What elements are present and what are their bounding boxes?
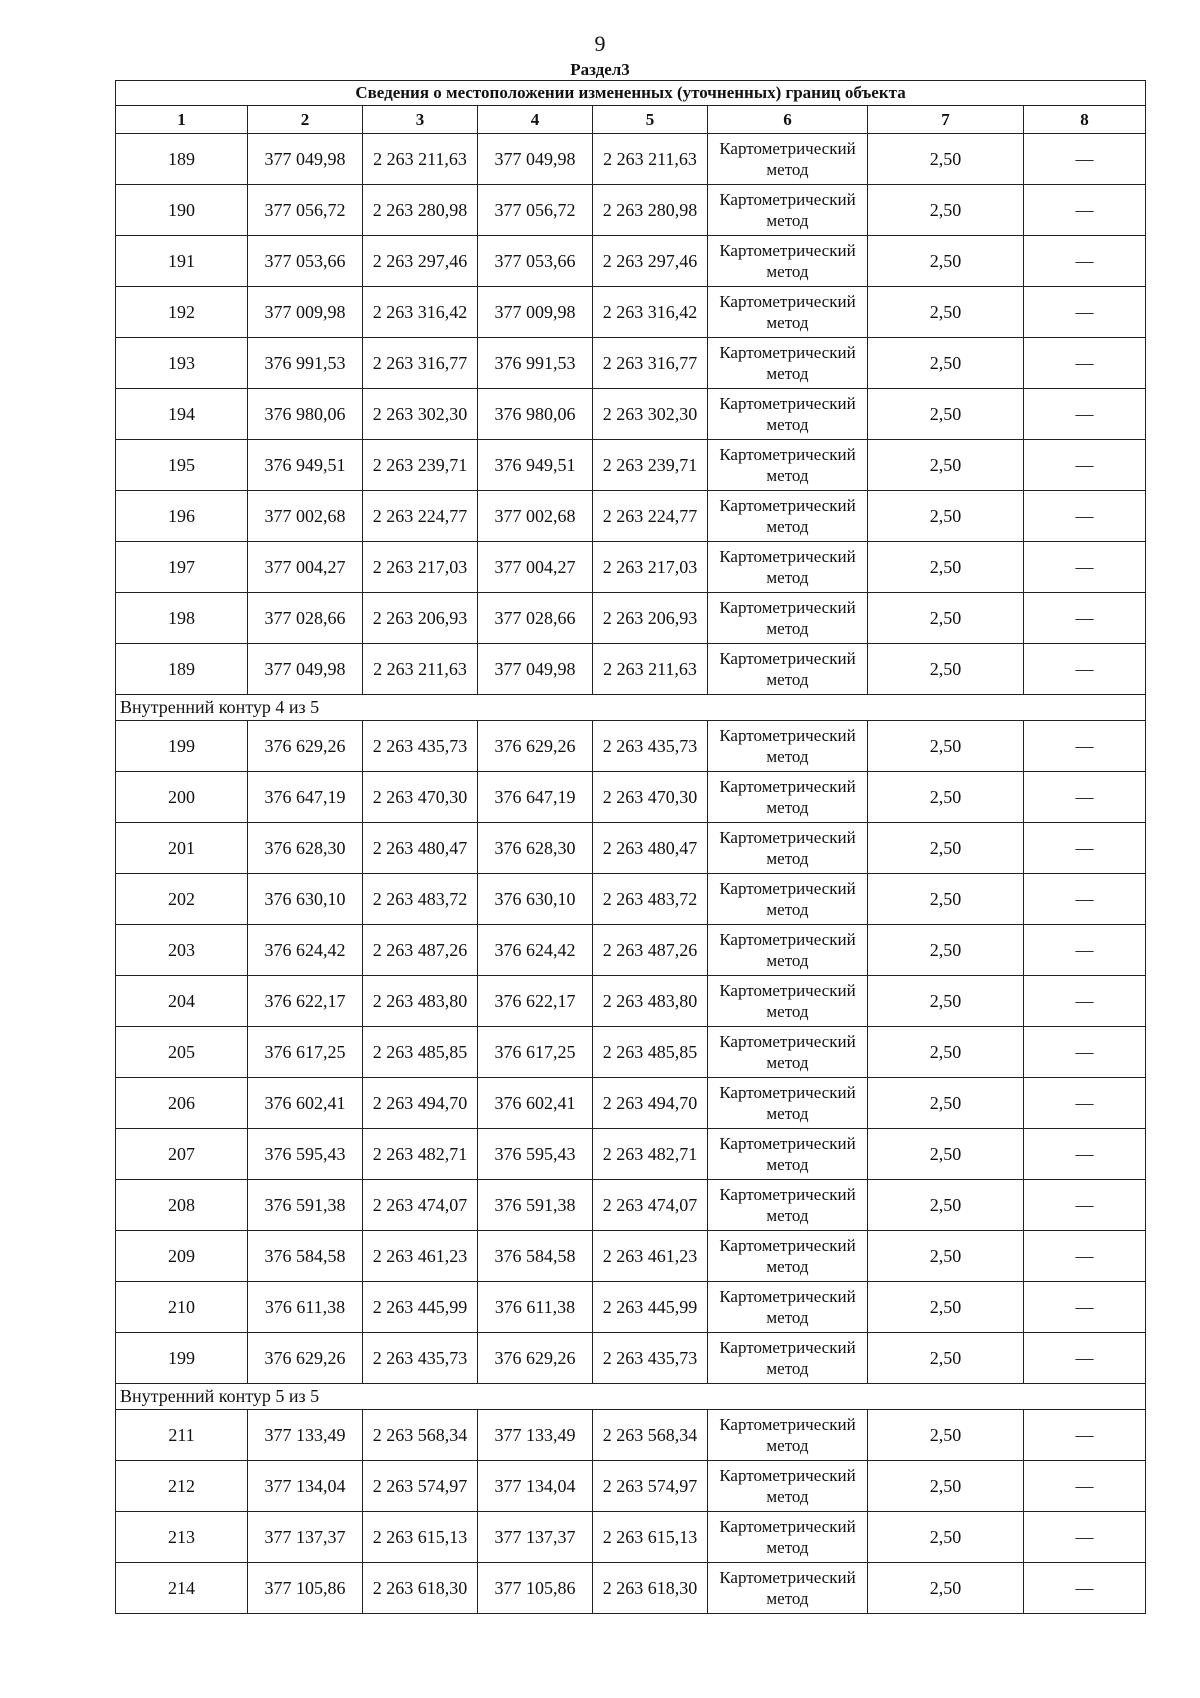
accuracy-cell: 2,50	[868, 721, 1024, 772]
point-number-cell: 205	[116, 1027, 248, 1078]
description-cell: —	[1024, 644, 1146, 695]
description-cell: —	[1024, 874, 1146, 925]
accuracy-cell: 2,50	[868, 185, 1024, 236]
existing-y-cell: 2 263 211,63	[363, 644, 478, 695]
coordinates-table	[115, 80, 1146, 1614]
accuracy-cell: 2,50	[868, 1333, 1024, 1384]
existing-y-cell: 2 263 316,77	[363, 338, 478, 389]
table-row	[116, 1078, 1146, 1129]
refined-x-cell: 376 630,10	[478, 874, 593, 925]
refined-y-cell: 2 263 483,72	[593, 874, 708, 925]
existing-x-cell: 376 602,41	[248, 1078, 363, 1129]
table-row	[116, 1231, 1146, 1282]
existing-y-cell: 2 263 483,72	[363, 874, 478, 925]
existing-x-cell: 377 049,98	[248, 644, 363, 695]
refined-y-cell: 2 263 470,30	[593, 772, 708, 823]
refined-x-cell: 377 133,49	[478, 1410, 593, 1461]
refined-x-cell: 377 004,27	[478, 542, 593, 593]
point-number-cell: 206	[116, 1078, 248, 1129]
method-cell: Картометрический метод	[708, 1129, 868, 1180]
existing-x-cell: 376 949,51	[248, 440, 363, 491]
refined-y-cell: 2 263 316,77	[593, 338, 708, 389]
refined-x-cell: 376 991,53	[478, 338, 593, 389]
method-cell: Картометрический метод	[708, 287, 868, 338]
accuracy-cell: 2,50	[868, 389, 1024, 440]
description-cell: —	[1024, 721, 1146, 772]
method-cell: Картометрический метод	[708, 134, 868, 185]
existing-x-cell: 377 133,49	[248, 1410, 363, 1461]
description-cell: —	[1024, 823, 1146, 874]
refined-x-cell: 377 134,04	[478, 1461, 593, 1512]
table-row	[116, 644, 1146, 695]
refined-x-cell: 377 056,72	[478, 185, 593, 236]
existing-x-cell: 377 002,68	[248, 491, 363, 542]
existing-y-cell: 2 263 494,70	[363, 1078, 478, 1129]
existing-y-cell: 2 263 485,85	[363, 1027, 478, 1078]
accuracy-cell: 2,50	[868, 593, 1024, 644]
refined-y-cell: 2 263 435,73	[593, 1333, 708, 1384]
table-row	[116, 185, 1146, 236]
table-row	[116, 874, 1146, 925]
existing-x-cell: 376 617,25	[248, 1027, 363, 1078]
table-row	[116, 1461, 1146, 1512]
point-number-cell: 191	[116, 236, 248, 287]
method-cell: Картометрический метод	[708, 491, 868, 542]
method-cell: Картометрический метод	[708, 1563, 868, 1614]
existing-x-cell: 376 622,17	[248, 976, 363, 1027]
refined-y-cell: 2 263 615,13	[593, 1512, 708, 1563]
table-row	[116, 389, 1146, 440]
method-cell: Картометрический метод	[708, 593, 868, 644]
method-cell: Картометрический метод	[708, 1282, 868, 1333]
description-cell: —	[1024, 772, 1146, 823]
description-cell: —	[1024, 134, 1146, 185]
point-number-cell: 196	[116, 491, 248, 542]
existing-x-cell: 376 591,38	[248, 1180, 363, 1231]
description-cell: —	[1024, 1461, 1146, 1512]
table-row	[116, 976, 1146, 1027]
description-cell: —	[1024, 1231, 1146, 1282]
accuracy-cell: 2,50	[868, 1129, 1024, 1180]
description-cell: —	[1024, 185, 1146, 236]
refined-x-cell: 377 002,68	[478, 491, 593, 542]
point-number-cell: 193	[116, 338, 248, 389]
accuracy-cell: 2,50	[868, 338, 1024, 389]
accuracy-cell: 2,50	[868, 542, 1024, 593]
accuracy-cell: 2,50	[868, 1180, 1024, 1231]
accuracy-cell: 2,50	[868, 1231, 1024, 1282]
method-cell: Картометрический метод	[708, 389, 868, 440]
contour-label: Внутренний контур 5 из 5	[116, 1384, 1146, 1410]
column-number-5: 5	[593, 106, 708, 134]
accuracy-cell: 2,50	[868, 236, 1024, 287]
accuracy-cell: 2,50	[868, 491, 1024, 542]
contour-header-row	[116, 1384, 1146, 1410]
page-number: 9	[594, 31, 606, 56]
column-number-7: 7	[868, 106, 1024, 134]
method-cell: Картометрический метод	[708, 236, 868, 287]
column-number-6: 6	[708, 106, 868, 134]
existing-x-cell: 376 611,38	[248, 1282, 363, 1333]
existing-x-cell: 376 584,58	[248, 1231, 363, 1282]
refined-y-cell: 2 263 206,93	[593, 593, 708, 644]
point-number-cell: 211	[116, 1410, 248, 1461]
method-cell: Картометрический метод	[708, 1180, 868, 1231]
point-number-cell: 195	[116, 440, 248, 491]
existing-y-cell: 2 263 474,07	[363, 1180, 478, 1231]
refined-x-cell: 377 049,98	[478, 644, 593, 695]
refined-y-cell: 2 263 494,70	[593, 1078, 708, 1129]
table-row	[116, 772, 1146, 823]
point-number-cell: 203	[116, 925, 248, 976]
accuracy-cell: 2,50	[868, 287, 1024, 338]
existing-y-cell: 2 263 615,13	[363, 1512, 478, 1563]
refined-y-cell: 2 263 217,03	[593, 542, 708, 593]
refined-y-cell: 2 263 435,73	[593, 721, 708, 772]
refined-x-cell: 376 628,30	[478, 823, 593, 874]
existing-y-cell: 2 263 435,73	[363, 1333, 478, 1384]
refined-x-cell: 376 980,06	[478, 389, 593, 440]
point-number-cell: 204	[116, 976, 248, 1027]
description-cell: —	[1024, 491, 1146, 542]
method-cell: Картометрический метод	[708, 1410, 868, 1461]
description-cell: —	[1024, 1512, 1146, 1563]
method-cell: Картометрический метод	[708, 772, 868, 823]
refined-x-cell: 376 602,41	[478, 1078, 593, 1129]
description-cell: —	[1024, 976, 1146, 1027]
existing-y-cell: 2 263 206,93	[363, 593, 478, 644]
existing-y-cell: 2 263 482,71	[363, 1129, 478, 1180]
existing-y-cell: 2 263 470,30	[363, 772, 478, 823]
refined-y-cell: 2 263 316,42	[593, 287, 708, 338]
refined-x-cell: 376 591,38	[478, 1180, 593, 1231]
existing-y-cell: 2 263 568,34	[363, 1410, 478, 1461]
refined-x-cell: 377 009,98	[478, 287, 593, 338]
table-row	[116, 134, 1146, 185]
existing-y-cell: 2 263 316,42	[363, 287, 478, 338]
accuracy-cell: 2,50	[868, 134, 1024, 185]
existing-y-cell: 2 263 483,80	[363, 976, 478, 1027]
column-number-4: 4	[478, 106, 593, 134]
accuracy-cell: 2,50	[868, 1282, 1024, 1333]
point-number-cell: 194	[116, 389, 248, 440]
method-cell: Картометрический метод	[708, 1512, 868, 1563]
description-cell: —	[1024, 542, 1146, 593]
point-number-cell: 201	[116, 823, 248, 874]
table-row	[116, 925, 1146, 976]
refined-y-cell: 2 263 280,98	[593, 185, 708, 236]
existing-y-cell: 2 263 574,97	[363, 1461, 478, 1512]
point-number-cell: 212	[116, 1461, 248, 1512]
existing-x-cell: 377 028,66	[248, 593, 363, 644]
existing-x-cell: 377 049,98	[248, 134, 363, 185]
accuracy-cell: 2,50	[868, 1410, 1024, 1461]
accuracy-cell: 2,50	[868, 772, 1024, 823]
table-row	[116, 1129, 1146, 1180]
refined-x-cell: 376 624,42	[478, 925, 593, 976]
existing-y-cell: 2 263 480,47	[363, 823, 478, 874]
accuracy-cell: 2,50	[868, 1461, 1024, 1512]
refined-y-cell: 2 263 211,63	[593, 134, 708, 185]
refined-y-cell: 2 263 461,23	[593, 1231, 708, 1282]
method-cell: Картометрический метод	[708, 1461, 868, 1512]
description-cell: —	[1024, 389, 1146, 440]
refined-y-cell: 2 263 485,85	[593, 1027, 708, 1078]
refined-x-cell: 376 629,26	[478, 1333, 593, 1384]
accuracy-cell: 2,50	[868, 1563, 1024, 1614]
method-cell: Картометрический метод	[708, 644, 868, 695]
table-row	[116, 542, 1146, 593]
method-cell: Картометрический метод	[708, 1078, 868, 1129]
accuracy-cell: 2,50	[868, 823, 1024, 874]
existing-x-cell: 376 629,26	[248, 721, 363, 772]
point-number-cell: 208	[116, 1180, 248, 1231]
refined-x-cell: 376 584,58	[478, 1231, 593, 1282]
method-cell: Картометрический метод	[708, 721, 868, 772]
existing-y-cell: 2 263 302,30	[363, 389, 478, 440]
method-cell: Картометрический метод	[708, 1333, 868, 1384]
table-row	[116, 1563, 1146, 1614]
existing-x-cell: 377 134,04	[248, 1461, 363, 1512]
refined-x-cell: 376 622,17	[478, 976, 593, 1027]
accuracy-cell: 2,50	[868, 1027, 1024, 1078]
point-number-cell: 199	[116, 721, 248, 772]
accuracy-cell: 2,50	[868, 1512, 1024, 1563]
table-row	[116, 1410, 1146, 1461]
existing-x-cell: 376 980,06	[248, 389, 363, 440]
refined-x-cell: 376 617,25	[478, 1027, 593, 1078]
existing-x-cell: 376 624,42	[248, 925, 363, 976]
existing-x-cell: 376 991,53	[248, 338, 363, 389]
existing-y-cell: 2 263 280,98	[363, 185, 478, 236]
existing-y-cell: 2 263 435,73	[363, 721, 478, 772]
point-number-cell: 190	[116, 185, 248, 236]
table-row	[116, 1512, 1146, 1563]
table-row	[116, 1282, 1146, 1333]
description-cell: —	[1024, 1410, 1146, 1461]
point-number-cell: 209	[116, 1231, 248, 1282]
point-number-cell: 202	[116, 874, 248, 925]
table-row	[116, 1333, 1146, 1384]
point-number-cell: 189	[116, 644, 248, 695]
description-cell: —	[1024, 236, 1146, 287]
refined-x-cell: 376 611,38	[478, 1282, 593, 1333]
existing-x-cell: 376 595,43	[248, 1129, 363, 1180]
method-cell: Картометрический метод	[708, 542, 868, 593]
refined-y-cell: 2 263 302,30	[593, 389, 708, 440]
table-row	[116, 236, 1146, 287]
existing-x-cell: 376 630,10	[248, 874, 363, 925]
table-title: Сведения о местоположении измененных (уточненных) границ объекта	[116, 81, 1146, 106]
point-number-cell: 198	[116, 593, 248, 644]
contour-header-row	[116, 695, 1146, 721]
refined-y-cell: 2 263 482,71	[593, 1129, 708, 1180]
existing-y-cell: 2 263 239,71	[363, 440, 478, 491]
refined-y-cell: 2 263 487,26	[593, 925, 708, 976]
refined-y-cell: 2 263 618,30	[593, 1563, 708, 1614]
refined-x-cell: 376 949,51	[478, 440, 593, 491]
point-number-cell: 210	[116, 1282, 248, 1333]
column-number-3: 3	[363, 106, 478, 134]
refined-y-cell: 2 263 224,77	[593, 491, 708, 542]
table-row	[116, 721, 1146, 772]
method-cell: Картометрический метод	[708, 976, 868, 1027]
point-number-cell: 197	[116, 542, 248, 593]
refined-x-cell: 376 595,43	[478, 1129, 593, 1180]
description-cell: —	[1024, 1078, 1146, 1129]
existing-y-cell: 2 263 224,77	[363, 491, 478, 542]
method-cell: Картометрический метод	[708, 1231, 868, 1282]
method-cell: Картометрический метод	[708, 185, 868, 236]
method-cell: Картометрический метод	[708, 440, 868, 491]
existing-y-cell: 2 263 445,99	[363, 1282, 478, 1333]
accuracy-cell: 2,50	[868, 1078, 1024, 1129]
description-cell: —	[1024, 1563, 1146, 1614]
existing-x-cell: 377 053,66	[248, 236, 363, 287]
existing-x-cell: 377 004,27	[248, 542, 363, 593]
accuracy-cell: 2,50	[868, 874, 1024, 925]
refined-y-cell: 2 263 568,34	[593, 1410, 708, 1461]
existing-x-cell: 376 629,26	[248, 1333, 363, 1384]
refined-x-cell: 377 049,98	[478, 134, 593, 185]
accuracy-cell: 2,50	[868, 925, 1024, 976]
existing-y-cell: 2 263 217,03	[363, 542, 478, 593]
table-row	[116, 823, 1146, 874]
refined-y-cell: 2 263 574,97	[593, 1461, 708, 1512]
point-number-cell: 214	[116, 1563, 248, 1614]
table-row	[116, 491, 1146, 542]
point-number-cell: 192	[116, 287, 248, 338]
table-row	[116, 440, 1146, 491]
column-number-1: 1	[116, 106, 248, 134]
column-number-row	[116, 106, 1146, 134]
section-title: Раздел3	[570, 60, 630, 79]
method-cell: Картометрический метод	[708, 823, 868, 874]
method-cell: Картометрический метод	[708, 338, 868, 389]
existing-x-cell: 377 137,37	[248, 1512, 363, 1563]
refined-y-cell: 2 263 445,99	[593, 1282, 708, 1333]
existing-x-cell: 377 056,72	[248, 185, 363, 236]
table-body	[116, 134, 1146, 1614]
accuracy-cell: 2,50	[868, 976, 1024, 1027]
refined-y-cell: 2 263 239,71	[593, 440, 708, 491]
contour-label: Внутренний контур 4 из 5	[116, 695, 1146, 721]
column-number-8: 8	[1024, 106, 1146, 134]
refined-x-cell: 376 629,26	[478, 721, 593, 772]
refined-y-cell: 2 263 480,47	[593, 823, 708, 874]
refined-y-cell: 2 263 474,07	[593, 1180, 708, 1231]
point-number-cell: 199	[116, 1333, 248, 1384]
refined-x-cell: 376 647,19	[478, 772, 593, 823]
refined-x-cell: 377 137,37	[478, 1512, 593, 1563]
description-cell: —	[1024, 440, 1146, 491]
description-cell: —	[1024, 1129, 1146, 1180]
accuracy-cell: 2,50	[868, 440, 1024, 491]
existing-y-cell: 2 263 487,26	[363, 925, 478, 976]
accuracy-cell: 2,50	[868, 644, 1024, 695]
point-number-cell: 207	[116, 1129, 248, 1180]
column-number-2: 2	[248, 106, 363, 134]
existing-y-cell: 2 263 211,63	[363, 134, 478, 185]
refined-y-cell: 2 263 297,46	[593, 236, 708, 287]
refined-x-cell: 377 053,66	[478, 236, 593, 287]
description-cell: —	[1024, 338, 1146, 389]
point-number-cell: 200	[116, 772, 248, 823]
existing-x-cell: 376 628,30	[248, 823, 363, 874]
method-cell: Картометрический метод	[708, 874, 868, 925]
existing-x-cell: 377 105,86	[248, 1563, 363, 1614]
table-row	[116, 1027, 1146, 1078]
existing-y-cell: 2 263 297,46	[363, 236, 478, 287]
refined-x-cell: 377 028,66	[478, 593, 593, 644]
description-cell: —	[1024, 1180, 1146, 1231]
table-row	[116, 338, 1146, 389]
method-cell: Картометрический метод	[708, 1027, 868, 1078]
point-number-cell: 189	[116, 134, 248, 185]
description-cell: —	[1024, 1333, 1146, 1384]
table-row	[116, 593, 1146, 644]
description-cell: —	[1024, 593, 1146, 644]
description-cell: —	[1024, 925, 1146, 976]
refined-y-cell: 2 263 483,80	[593, 976, 708, 1027]
refined-y-cell: 2 263 211,63	[593, 644, 708, 695]
existing-y-cell: 2 263 618,30	[363, 1563, 478, 1614]
description-cell: —	[1024, 287, 1146, 338]
description-cell: —	[1024, 1282, 1146, 1333]
existing-x-cell: 376 647,19	[248, 772, 363, 823]
method-cell: Картометрический метод	[708, 925, 868, 976]
description-cell: —	[1024, 1027, 1146, 1078]
existing-y-cell: 2 263 461,23	[363, 1231, 478, 1282]
existing-x-cell: 377 009,98	[248, 287, 363, 338]
table-row	[116, 1180, 1146, 1231]
point-number-cell: 213	[116, 1512, 248, 1563]
table-row	[116, 287, 1146, 338]
refined-x-cell: 377 105,86	[478, 1563, 593, 1614]
